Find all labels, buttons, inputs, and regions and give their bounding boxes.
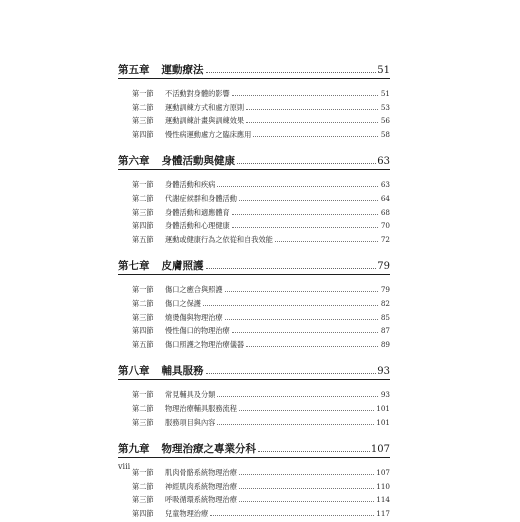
chapter-label: 第六章: [118, 155, 150, 168]
section-page-number: 72: [380, 234, 390, 244]
dot-leader: [239, 501, 374, 502]
dot-leader: [246, 346, 378, 347]
section-entry[interactable]: [132, 313, 390, 325]
dot-leader: [217, 424, 374, 425]
section-label: 第一節: [132, 180, 154, 190]
chapter-entry: [118, 153, 390, 258]
section-entry[interactable]: [132, 326, 390, 338]
section-title: 運動或健康行為之依從和自我效能: [165, 234, 273, 244]
chapter-entry: [118, 258, 390, 363]
section-title: 不活動對身體的影響: [165, 89, 230, 98]
chapter-page-number: 63: [377, 156, 390, 168]
section-entry[interactable]: [132, 103, 390, 115]
section-label: 第三節: [132, 207, 154, 217]
chapter-heading[interactable]: [118, 258, 390, 272]
section-label: 第三節: [132, 417, 154, 427]
dot-leader: [232, 227, 378, 228]
section-list: [132, 180, 390, 246]
section-page-number: 107: [376, 468, 390, 478]
chapter-title: 皮膚照護: [161, 260, 204, 273]
section-entry[interactable]: [132, 194, 390, 206]
section-title: 慢性病運動處方之臨床應用: [165, 129, 252, 139]
section-entry[interactable]: [132, 418, 390, 430]
section-title: 身體活動和疾病: [165, 180, 216, 190]
section-page-number: 58: [380, 129, 390, 139]
dot-leader: [217, 396, 378, 397]
chapter-rule: [118, 379, 390, 380]
section-page-number: 82: [380, 298, 390, 308]
section-label: 第一節: [132, 468, 154, 478]
chapter-title: 身體活動與健康: [161, 155, 235, 168]
dot-leader: [258, 451, 370, 452]
dot-leader: [225, 319, 378, 320]
dot-leader: [225, 291, 378, 292]
chapter-spacer: [118, 353, 390, 363]
section-label: 第四節: [132, 221, 154, 231]
section-title: 傷口照護之物理治療儀器: [165, 339, 245, 349]
section-title: 傷口之癒合與照護: [165, 285, 223, 295]
section-page-number: 117: [376, 508, 390, 518]
chapter-label: 第八章: [118, 365, 150, 378]
section-page-number: 63: [380, 180, 390, 190]
page-number: viii: [118, 462, 131, 471]
section-title: 慢性傷口的物理治療: [165, 326, 230, 336]
section-page-number: 64: [380, 193, 390, 203]
dot-leader: [239, 410, 374, 411]
section-title: 身體活動和心理健康: [165, 221, 230, 231]
section-page-number: 51: [380, 89, 390, 98]
chapter-heading[interactable]: [118, 363, 390, 377]
section-entry[interactable]: [132, 89, 390, 101]
dot-leader: [206, 373, 377, 374]
section-label: 第二節: [132, 298, 154, 308]
section-entry[interactable]: [132, 340, 390, 352]
chapter-spacer: [118, 248, 390, 258]
section-page-number: 68: [380, 207, 390, 217]
dot-leader: [232, 214, 378, 215]
section-label: 第四節: [132, 508, 154, 518]
section-label: 第三節: [132, 495, 154, 505]
section-page-number: 87: [380, 326, 390, 336]
dot-leader: [239, 488, 374, 489]
section-title: 神經肌肉系統物理治療: [165, 481, 237, 491]
section-label: 第一節: [132, 390, 154, 400]
section-page-number: 89: [380, 339, 390, 349]
table-of-contents: [118, 62, 390, 522]
chapter-entry: [118, 62, 390, 153]
chapter-entry: [118, 363, 390, 441]
chapter-entry: [118, 441, 390, 521]
section-list: [132, 390, 390, 429]
section-page-number: 101: [376, 403, 390, 413]
section-page-number: 56: [380, 116, 390, 126]
section-title: 身體活動和適應體育: [165, 207, 230, 217]
section-entry[interactable]: [132, 285, 390, 297]
chapter-page-number: 79: [377, 261, 390, 273]
chapter-spacer: [118, 143, 390, 153]
dot-leader: [253, 136, 378, 137]
section-page-number: 114: [376, 495, 390, 505]
section-entry[interactable]: [132, 299, 390, 311]
chapter-page-number: 107: [370, 444, 390, 456]
chapter-rule: [118, 78, 390, 79]
chapter-rule: [118, 169, 390, 170]
section-entry[interactable]: [132, 221, 390, 233]
chapter-label: 第五章: [118, 64, 150, 76]
dot-leader: [206, 268, 377, 269]
dot-leader: [232, 332, 378, 333]
chapter-heading[interactable]: [118, 62, 390, 76]
section-title: 服務項目與內容: [165, 417, 216, 427]
section-list: [132, 89, 390, 142]
section-title: 傷口之保護: [165, 298, 201, 308]
section-label: 第一節: [132, 89, 154, 98]
section-label: 第三節: [132, 116, 154, 126]
section-entry[interactable]: [132, 116, 390, 128]
section-label: 第二節: [132, 481, 154, 491]
section-list: [132, 285, 390, 351]
chapter-label: 第七章: [118, 260, 150, 273]
section-list: [132, 468, 390, 521]
section-page-number: 110: [376, 481, 390, 491]
section-title: 肌肉骨骼系統物理治療: [165, 468, 237, 478]
section-entry[interactable]: [132, 468, 390, 480]
chapter-page-number: 51: [377, 65, 390, 76]
section-title: 常見輔具及分類: [165, 390, 216, 400]
dot-leader: [206, 72, 377, 73]
section-label: 第二節: [132, 403, 154, 413]
dot-leader: [210, 515, 374, 516]
section-title: 代謝症候群和身體活動: [165, 193, 237, 203]
dot-leader: [239, 474, 374, 475]
section-label: 第五節: [132, 339, 154, 349]
chapter-title: 運動療法: [161, 64, 204, 76]
chapter-title: 輔具服務: [161, 365, 204, 378]
section-label: 第四節: [132, 326, 154, 336]
dot-leader: [275, 241, 378, 242]
section-entry[interactable]: [132, 404, 390, 416]
section-page-number: 70: [380, 221, 390, 231]
section-page-number: 53: [380, 102, 390, 112]
chapter-page-number: 93: [377, 366, 390, 378]
section-entry[interactable]: [132, 208, 390, 220]
section-label: 第一節: [132, 285, 154, 295]
chapter-rule: [118, 274, 390, 275]
section-page-number: 93: [380, 390, 390, 400]
section-title: 物理治療輔具服務流程: [165, 403, 237, 413]
section-entry[interactable]: [132, 390, 390, 402]
section-page-number: 101: [376, 417, 390, 427]
dot-leader: [217, 186, 378, 187]
section-entry[interactable]: [132, 235, 390, 247]
section-entry[interactable]: [132, 130, 390, 142]
section-entry[interactable]: [132, 180, 390, 192]
dot-leader: [246, 109, 378, 110]
section-title: 運動訓練計畫與訓練效果: [165, 116, 245, 126]
section-entry[interactable]: [132, 482, 390, 494]
chapter-title: 物理治療之專業分科: [161, 443, 256, 456]
chapter-heading[interactable]: [118, 441, 390, 455]
dot-leader: [232, 95, 378, 96]
section-title: 兒童物理治療: [165, 508, 209, 518]
dot-leader: [246, 122, 378, 123]
chapter-heading[interactable]: [118, 153, 390, 167]
section-label: 第二節: [132, 193, 154, 203]
chapter-rule: [118, 457, 390, 458]
chapter-label: 第九章: [118, 443, 150, 456]
section-title: 呼吸循環系統物理治療: [165, 495, 237, 505]
chapter-spacer: [118, 431, 390, 441]
dot-leader: [237, 163, 376, 164]
section-label: 第五節: [132, 234, 154, 244]
section-title: 運動訓練方式和處方原則: [165, 102, 245, 112]
section-entry[interactable]: [132, 509, 390, 521]
section-page-number: 85: [380, 312, 390, 322]
section-label: 第二節: [132, 102, 154, 112]
section-page-number: 79: [380, 285, 390, 295]
section-label: 第四節: [132, 129, 154, 139]
section-entry[interactable]: [132, 495, 390, 507]
dot-leader: [239, 200, 378, 201]
section-title: 燒燙傷與物理治療: [165, 312, 223, 322]
dot-leader: [203, 305, 378, 306]
section-label: 第三節: [132, 312, 154, 322]
